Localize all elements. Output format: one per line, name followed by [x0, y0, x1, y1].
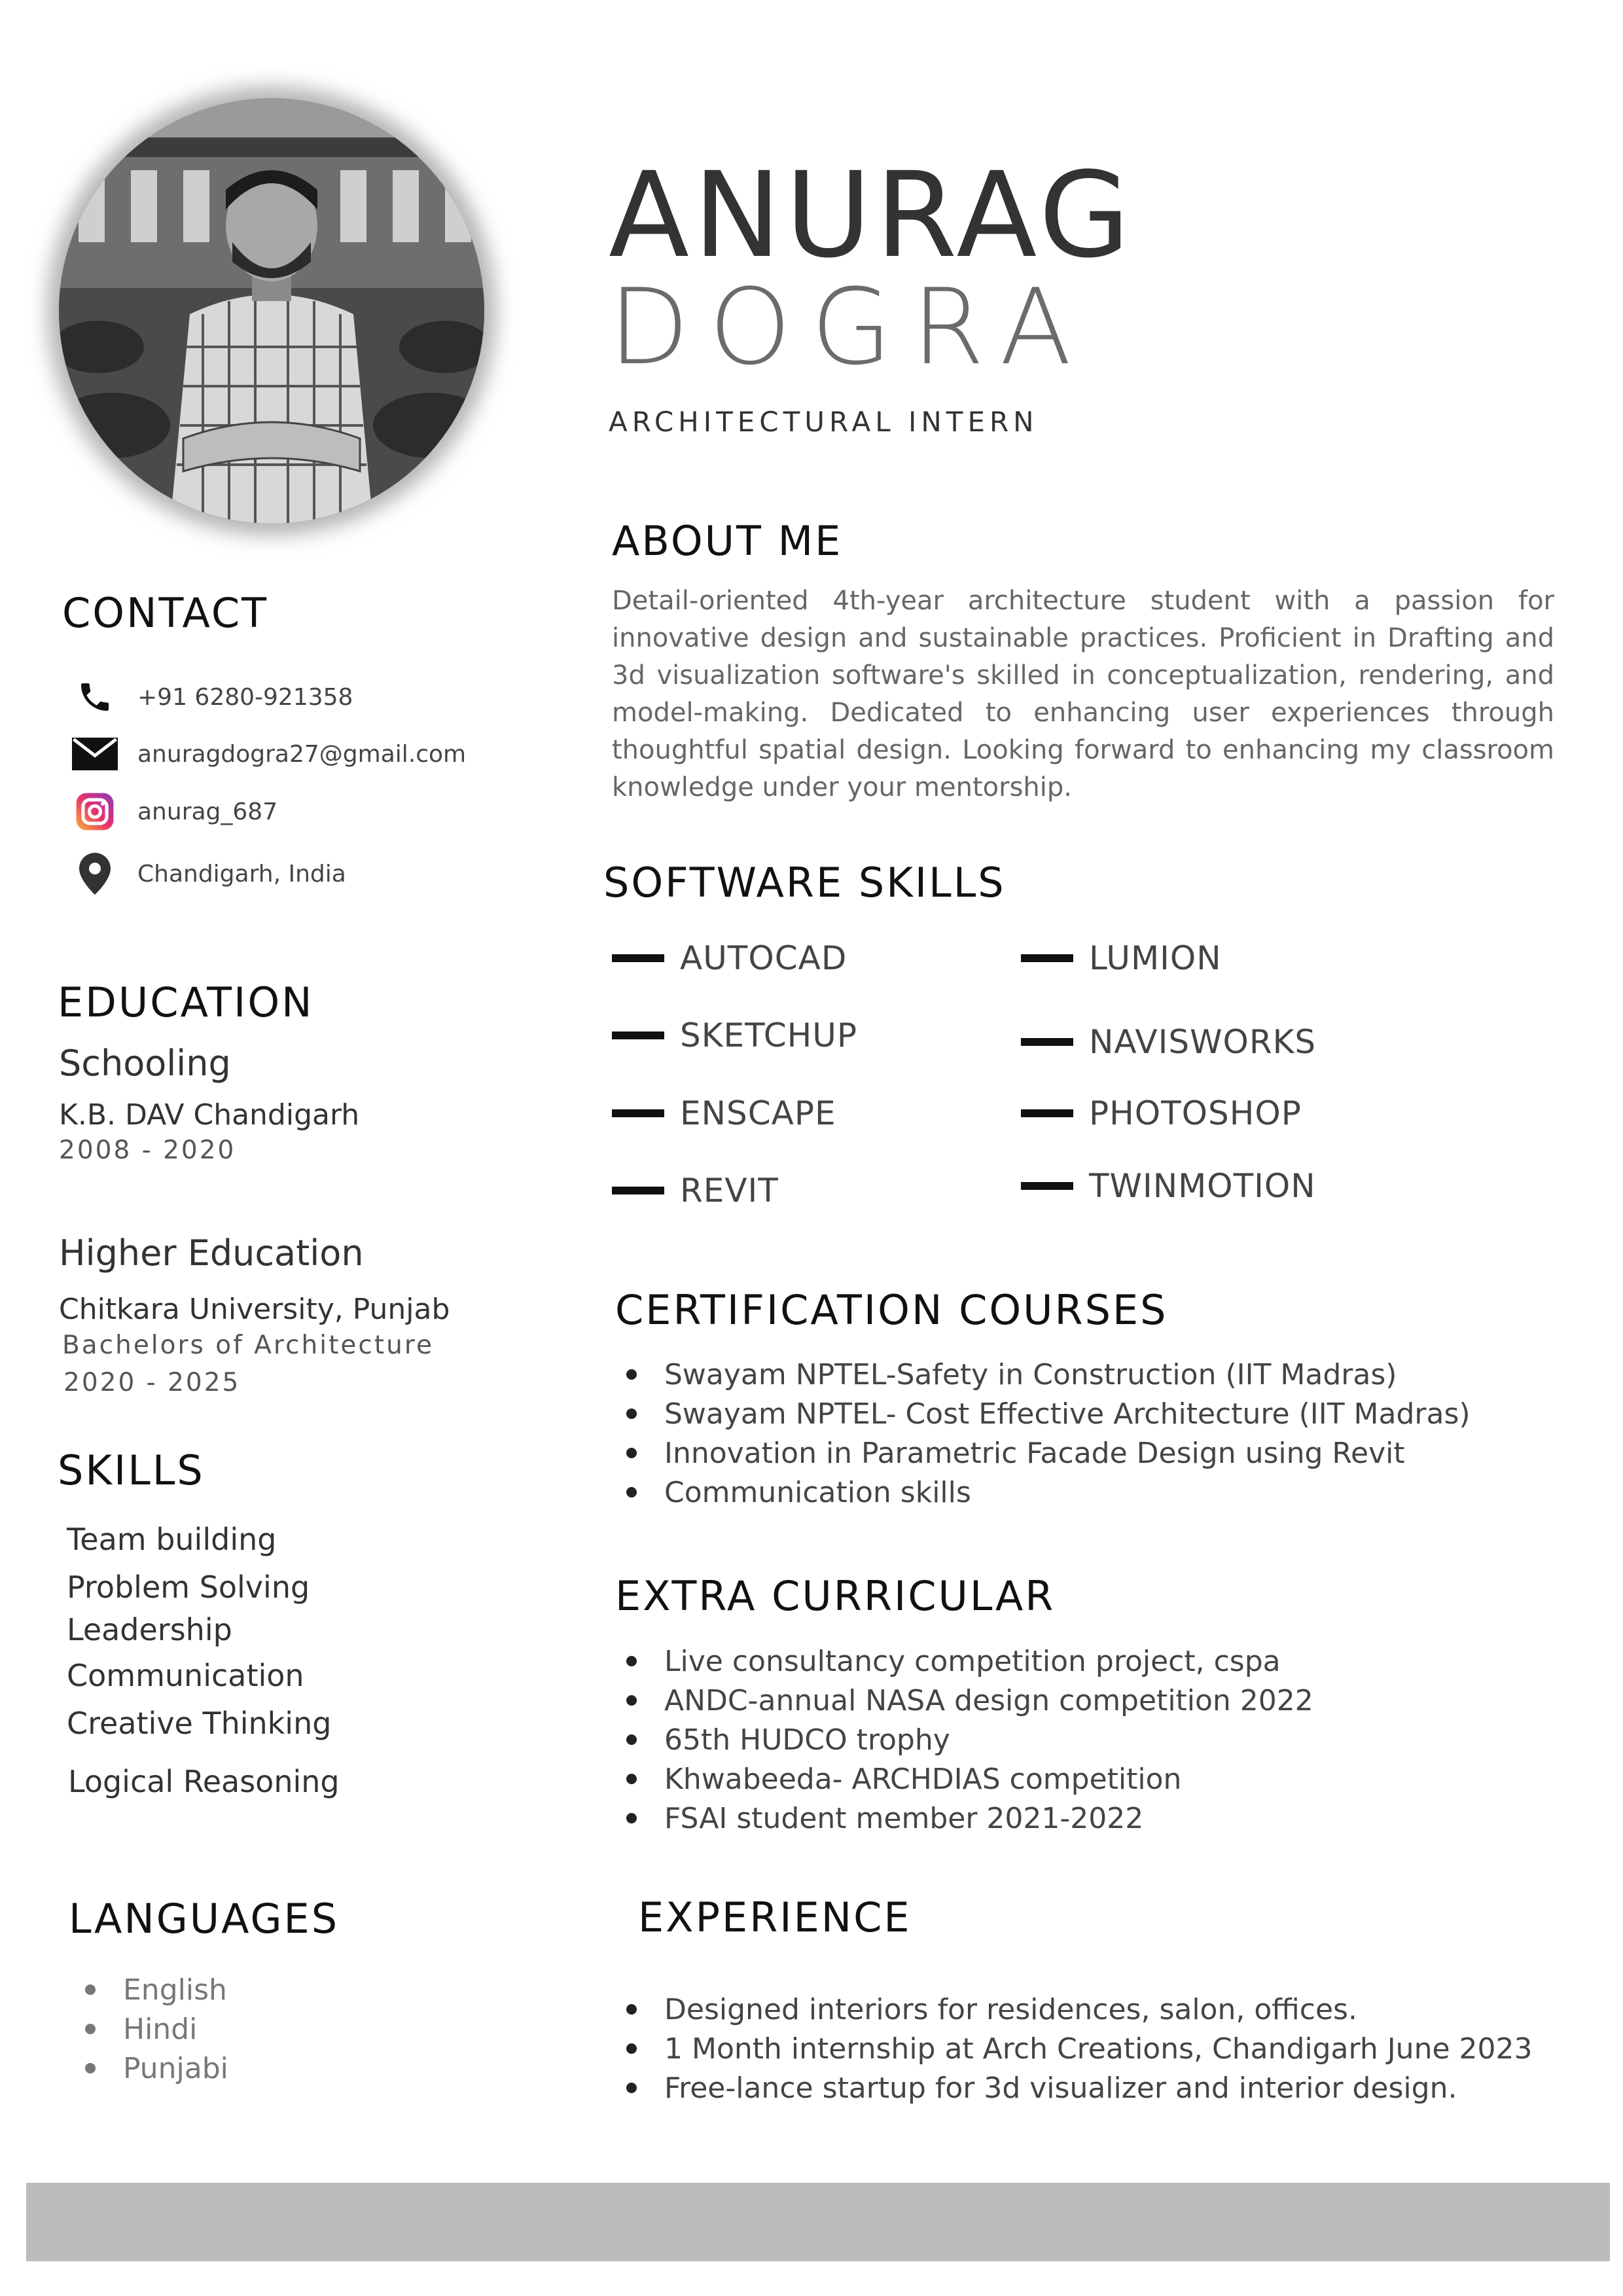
bullet	[85, 2024, 96, 2034]
certification-heading: CERTIFICATION COURSES	[615, 1286, 1168, 1334]
extra-curricular-item	[612, 1799, 1313, 1838]
bullet	[626, 2004, 637, 2015]
contact-phone	[72, 677, 353, 717]
software-label: SKETCHUP	[680, 1016, 857, 1054]
contact-email	[72, 734, 466, 774]
mail-icon	[72, 734, 118, 774]
about-heading: ABOUT ME	[612, 517, 843, 565]
software-item	[1021, 1094, 1302, 1132]
bullet	[626, 1369, 637, 1380]
extra-curricular-text: 65th HUDCO trophy	[664, 1723, 950, 1757]
schooling-years: 2008 - 2020	[59, 1136, 236, 1165]
software-item	[612, 1016, 857, 1054]
software-item	[1021, 1023, 1316, 1061]
certification-item	[612, 1394, 1471, 1433]
extra-curricular-item	[612, 1641, 1313, 1681]
schooling-label: Schooling	[59, 1043, 231, 1084]
certification-text: Swayam NPTEL- Cost Effective Architecture (IIT Madras)	[664, 1397, 1471, 1431]
profile-photo	[59, 98, 484, 524]
certification-text: Swayam NPTEL-Safety in Construction (IIT Madras)	[664, 1357, 1397, 1391]
software-item	[1021, 1167, 1316, 1205]
experience-item	[612, 2029, 1533, 2068]
bullet	[626, 1656, 637, 1666]
dash-marker	[1021, 1038, 1073, 1046]
dash-marker	[612, 1031, 664, 1039]
extra-curricular-heading: EXTRA CURRICULAR	[615, 1572, 1056, 1620]
contact-instagram-text[interactable]: anurag_687	[137, 798, 278, 825]
software-skills-heading: SOFTWARE SKILLS	[603, 859, 1006, 906]
software-label: ENSCAPE	[680, 1094, 836, 1132]
certification-item	[612, 1355, 1471, 1394]
language-text: English	[123, 1973, 227, 2007]
certification-list	[612, 1355, 1471, 1512]
first-name: ANURAG	[609, 147, 1134, 284]
bullet	[85, 2063, 96, 2073]
extra-curricular-item	[612, 1759, 1313, 1799]
contact-location	[72, 854, 346, 893]
schooling-school: K.B. DAV Chandigarh	[59, 1098, 360, 1132]
software-label: NAVISWORKS	[1089, 1023, 1317, 1061]
languages-list	[65, 1970, 228, 2088]
contact-phone-text[interactable]: +91 6280-921358	[137, 683, 353, 711]
dash-marker	[612, 1187, 664, 1194]
skill-item: Leadership	[67, 1612, 232, 1647]
experience-item	[612, 2068, 1533, 2108]
experience-item	[612, 1990, 1533, 2029]
bullet	[626, 1734, 637, 1745]
certification-text: Innovation in Parametric Facade Design using Revit	[664, 1436, 1405, 1470]
instagram-icon	[72, 792, 118, 831]
skill-item: Team building	[67, 1522, 277, 1557]
education-heading: EDUCATION	[58, 978, 314, 1026]
language-text: Punjabi	[123, 2051, 228, 2085]
last-name: DOGRA	[609, 266, 1092, 388]
bullet	[626, 1813, 637, 1823]
higher-education-degree: Bachelors of Architecture	[62, 1331, 435, 1360]
certification-item	[612, 1473, 1471, 1512]
software-item	[612, 939, 847, 977]
language-item	[65, 2049, 228, 2088]
contact-heading: CONTACT	[62, 589, 269, 637]
extra-curricular-item	[612, 1681, 1313, 1720]
experience-text: Designed interiors for residences, salon, offices.	[664, 1992, 1357, 2026]
bullet	[626, 2043, 637, 2054]
software-label: TWINMOTION	[1089, 1167, 1316, 1205]
skills-heading: SKILLS	[58, 1446, 205, 1494]
dash-marker	[1021, 1109, 1073, 1117]
job-title: ARCHITECTURAL INTERN	[609, 406, 1039, 438]
software-item	[612, 1172, 779, 1210]
bullet	[626, 1774, 637, 1784]
contact-location-text: Chandigarh, India	[137, 860, 346, 888]
dash-marker	[1021, 954, 1073, 962]
higher-education-label: Higher Education	[59, 1232, 364, 1274]
skill-item: Creative Thinking	[67, 1706, 332, 1741]
phone-icon	[72, 677, 118, 717]
software-label: LUMION	[1089, 939, 1222, 977]
experience-list	[612, 1990, 1533, 2108]
dash-marker	[1021, 1182, 1073, 1190]
software-label: AUTOCAD	[680, 939, 847, 977]
bullet	[626, 1487, 637, 1498]
dash-marker	[612, 954, 664, 962]
bullet	[85, 1984, 96, 1995]
languages-heading: LANGUAGES	[69, 1895, 340, 1943]
location-icon	[72, 854, 118, 893]
contact-instagram	[72, 792, 277, 831]
language-text: Hindi	[123, 2012, 198, 2046]
extra-curricular-text: FSAI student member 2021-2022	[664, 1801, 1144, 1835]
experience-text: Free-lance startup for 3d visualizer and interior design.	[664, 2071, 1457, 2105]
skill-item: Problem Solving	[67, 1570, 310, 1605]
extra-curricular-list	[612, 1641, 1313, 1838]
language-item	[65, 2009, 228, 2049]
contact-email-text[interactable]: anuragdogra27@gmail.com	[137, 740, 467, 768]
bullet	[626, 2083, 637, 2093]
software-label: PHOTOSHOP	[1089, 1094, 1302, 1132]
extra-curricular-text: ANDC-annual NASA design competition 2022	[664, 1683, 1313, 1717]
software-item	[612, 1094, 836, 1132]
certification-text: Communication skills	[664, 1475, 971, 1509]
bullet	[626, 1408, 637, 1419]
extra-curricular-item	[612, 1720, 1313, 1759]
bullet	[626, 1695, 637, 1706]
footer-bar	[26, 2183, 1610, 2261]
higher-education-school: Chitkara University, Punjab	[59, 1293, 450, 1326]
experience-text: 1 Month internship at Arch Creations, Chandigarh June 2023	[664, 2032, 1533, 2066]
about-text: Detail-oriented 4th-year architecture student with a passion for innovative design and sustainable practices. Proficient in Drafting and 3d visualization software's skilled in conceptualization, rendering, and model-making. Dedicated to enhancing user experiences through thoughtful spatial design. Looking forward to enhancing my classroom knowledge under your mentorship.	[612, 586, 1554, 802]
bullet	[626, 1448, 637, 1458]
software-item	[1021, 939, 1222, 977]
experience-heading: EXPERIENCE	[638, 1893, 912, 1941]
language-item	[65, 1970, 228, 2009]
extra-curricular-text: Khwabeeda- ARCHDIAS competition	[664, 1762, 1182, 1796]
extra-curricular-text: Live consultancy competition project, cspa	[664, 1644, 1281, 1678]
certification-item	[612, 1433, 1471, 1473]
dash-marker	[612, 1109, 664, 1117]
skill-item: Communication	[67, 1658, 304, 1693]
higher-education-years: 2020 - 2025	[63, 1368, 241, 1397]
software-label: REVIT	[680, 1172, 779, 1210]
skill-item: Logical Reasoning	[68, 1764, 340, 1799]
